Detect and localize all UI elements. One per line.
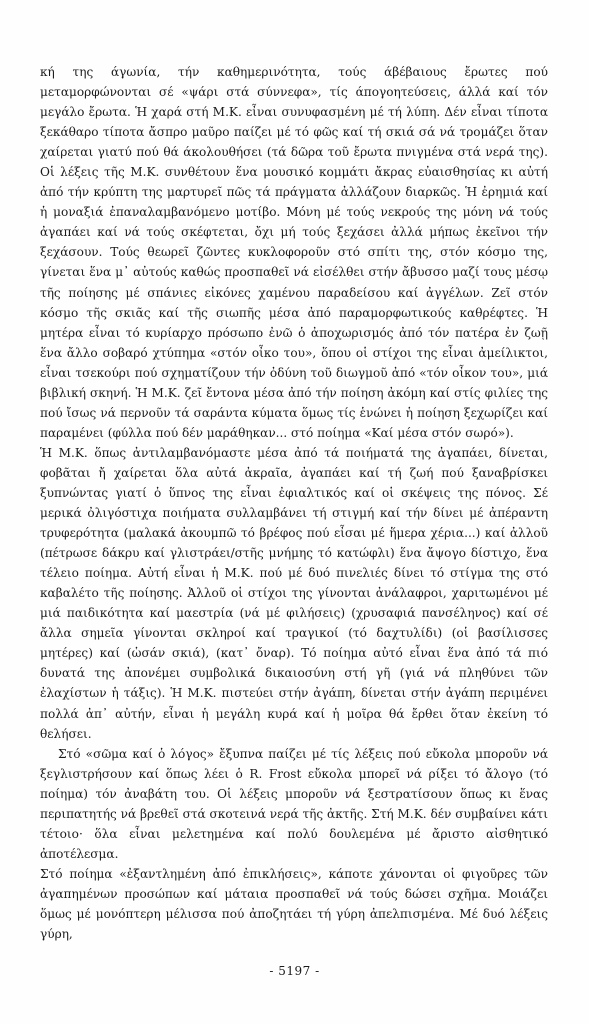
paragraph-4: Στό ποίημα «ἐξαντλημένη ἀπό ἐπικλήσεις», κάποτε χάνονται οἱ φιγοῦρες τῶν ἀγαπημένων προσώπων καί μάταια προσπαθεῖ νά τούς δώσει σχῆμα. Μοιάζει ὅμως μέ μονόπτερη μέλισσα πού ἀποζητάει τή γύρη ἀπελπισμένα. Μέ δυό λέξεις γύρη, — [40, 866, 548, 942]
body-text — [40, 62, 548, 944]
page-number: - 5197 - — [269, 964, 320, 978]
paragraph-2: Ἡ Μ.Κ. ὅπως ἀντιλαμβανόμαστε μέσα ἀπό τά ποιήματά της ἀγαπάει, δίνεται, φοβᾶται ἤ χαίρεται ὅλα αὐτά ἀκραῖα, ἀγαπάει καί τή ζωή πού ξαναβρίσκει ξυπνώντας γιατί ὁ ὕπνος της εἶναι ἐφιαλτικός καί οἱ σκέψεις της πόνος. Σέ μερικά ὀλιγόστιχα ποιήματα συλλαμβάνει τή στιγμή καί τήν δίνει μέ ἀπέραντη τρυφερότητα (μαλακά ἀκουμπῶ τό βρέφος πού εἶσαι μέ ἥμερα χέρια...) καί ἀλλοῦ (πέτρωσε δάκρυ καί γλιστράει/στῆς μνήμης τό κατώφλι) ἕνα ἄψογο δίστιχο, ἕνα τέλειο ποίημα. Αὐτή εἶναι ἡ Μ.Κ. πού μέ δυό πινελιές δίνει τό στίγμα της στό καβαλέτο τῆς ποίησης. Ἀλλοῦ οἱ στίχοι της γίνονται ἀνάλαφροι, χαριτωμένοι μέ μιά παιδικότητα καί μαεστρία (νά μέ φιλήσεις) (χρυσαφιά πανσέληνος) καί σέ ἄλλα σημεῖα γίνονται σκληροί καί τραγικοί (τό δαχτυλίδι) (οἱ βασίλισσες μητέρες) καί (ὡσάν σκιά), (κατ᾽ ὄναρ). Τό ποίημα αὐτό εἶναι ἕνα ἀπό τά πιό δυνατά της ἀπονέμει συμβολικά δικαιοσύνη στή γῆ (γιά νά πληθύνει τῶν ἐλαχίστων ἡ τάξις). Ἡ Μ.Κ. πιστεύει στήν ἀγάπη, δίνεται στήν ἀγάπη περιμένει πολλά ἀπ᾽ αὐτήν, εἶναι ἡ μεγάλη κυρά καί ἡ μοῖρα θά ἔρθει ὅταν ἐκείνη τό θελήσει. — [40, 445, 548, 741]
paragraph-3: Στό «σῶμα καί ὁ λόγος» ἔξυπνα παίζει μέ τίς λέξεις πού εὔκολα μποροῦν νά ξεγλιστρήσουν καί ὅπως λέει ὁ R. Frost εὔκολα μπορεῖ νά ρίξει τό ἄλογο (τό ποίημα) τόν ἀναβάτη του. Οἱ λέξεις μποροῦν νά ξεστρατίσουν ὅπως κι ἕνας περιπατητής νά βρεθεῖ στά σκοτεινά νερά τῆς ἀκτῆς. Στή Μ.Κ. δέν συμβαίνει κάτι τέτοιο· ὅλα εἶναι μελετημένα καί πολύ δουλεμένα μέ ἄριστο αἰσθητικό ἀποτέλεσμα. — [40, 746, 548, 861]
paragraph-1: κή της άγωνία, τήν καθημερινότητα, τούς άβέβαιους ἔρωτες πού μεταμορφώνονται σέ «ψάρι στά σύννεφα», τίς άπογοητεύσεις, άλλά καί τόν μεγάλο ἔρωτα. Ἡ χαρά στή Μ.Κ. εἶναι συνυφασμένη μέ τή λύπη. Δέν εἶναι τίποτα ξεκάθαρο τίποτα ἄσπρο μαῦρο παίζει μέ τό φῶς καί τή σκιά σά νά τρομάζει ὅταν χαίρεται γιατύ πού θά άκολουθήσει (τά δῶρα τοῦ ἔρωτα πνιγμένα στά νερά της). Οἱ λέξεις τῆς Μ.Κ. συνθέτουν ἕνα μουσικό κομμάτι ἄκρας εὐαισθησίας κι αὐτή ἀπό τήν κρύπτη της μαρτυρεῖ πῶς τά πράγματα ἀλλάζουν διαρκῶς. Ἡ ἐρημιά καί ἡ μοναξιά ἐπαναλαμβανόμενο μοτίβο. Μόνη μέ τούς νεκρούς της μόνη νά τούς ἀγαπάει καί νά τούς σκέφτεται, ὄχι μή τούς ξεχάσει ἀλλά μήπως ἐκεῖνοι τήν ξεχάσουν. Τούς θεωρεῖ ζῶντες κυκλοφοροῦν στό σπίτι της, στόν κόσμο της, γίνεται ἕνα μ᾽ αὐτούς καθώς προσπαθεῖ νά εἰσέλθει στήν ἄβυσσο μαζί τους μέσῳ τῆς ποίησης μέ σπάνιες εἰκόνες χαμένου παραδείσου καί ἀγγέλων. Ζεῖ στόν κόσμο τῆς σκιᾶς καί τῆς σιωπῆς μέσα ἀπό παραμορφωτικούς καθρέφτες. Ἡ μητέρα εἶναι τό κυρίαρχο πρόσωπο ἐνῶ ὁ ἀποχωρισμός ἀπό τόν πατέρα ἐν ζωῇ ἕνα ἄλλο σοβαρό χτύπημα «στόν οἶκο του», ὅπου οἱ στίχοι της εἶναι ἀμείλικτοι, εἶναι τσεκούρι πού σχηματίζουν τήν ὀδύνη τοῦ διωγμοῦ ἀπό «τόν οἶκον του», μιά βιβλική σκηνή. Ἡ Μ.Κ. ζεῖ ἔντονα μέσα ἀπό τήν ποίηση ἀκόμη καί στίς φιλίες της πού ἴσως νά περνοῦν τά σαράντα κύματα ὅμως τίς ἑνώνει ἡ ποίηση ξεχωρίζει καί παραμένει (φύλλα πού δέν μαράθηκαν... στό ποίημα «Καί μέσα στόν σωρό»). — [40, 65, 548, 440]
